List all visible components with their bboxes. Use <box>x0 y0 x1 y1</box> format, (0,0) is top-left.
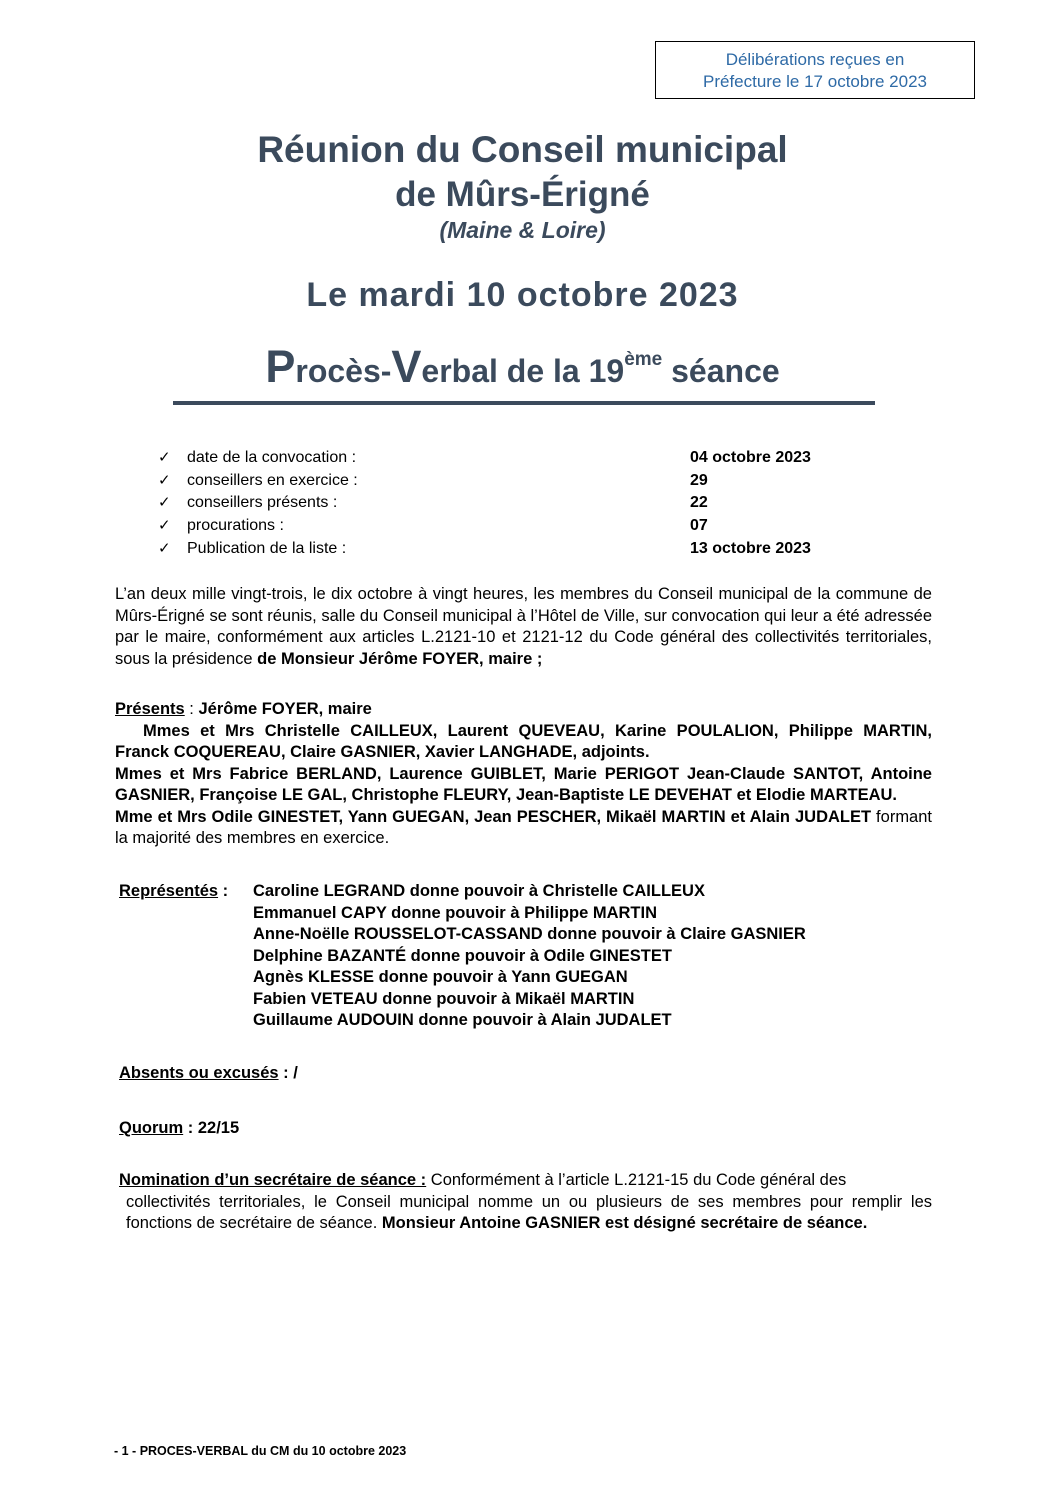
presents-maire: Jérôme FOYER, maire <box>198 700 372 718</box>
presents-heading <box>115 699 932 721</box>
quorum-line <box>119 1118 239 1140</box>
presents-section <box>115 699 932 850</box>
stat-value: 22 <box>690 494 708 512</box>
meeting-date: Le mardi 10 octobre 2023 <box>306 276 739 314</box>
pv-superscript: ème <box>624 349 663 370</box>
stat-label: conseillers présents : <box>187 494 338 512</box>
nomination-text-2: collectivités territoriales, le Conseil municipal nomme un ou plusieurs de ses membres pour remplir les fonctions de secrétaire de séance. <box>126 1192 932 1232</box>
list-item: Anne-Noëlle ROUSSELOT-CASSAND donne pouvoir à Claire GASNIER <box>253 925 806 943</box>
pv-text-1: rocès- <box>295 353 392 389</box>
nomination-label: Nomination d’un secrétaire de séance : <box>119 1171 427 1189</box>
pv-heading <box>0 338 1045 400</box>
nomination-text-1: Conformément à l’article L.2121-15 du Code général des <box>426 1171 847 1189</box>
stat-label: conseillers en exercice : <box>187 471 358 489</box>
presents-group3-tail: formant la majorité des membres en exercice. <box>115 807 932 847</box>
quorum-value: : 22/15 <box>183 1119 240 1137</box>
check-icon: ✓ <box>158 494 171 512</box>
pv-text-2: erbal de la 19 <box>421 353 625 389</box>
presents-label: Présents <box>115 700 185 718</box>
region-subtitle: (Maine & Loire) <box>439 217 606 243</box>
intro-text: L’an deux mille vingt-trois, le dix octobre à vingt heures, les membres du Conseil municipal de la commune de Mûrs-Érigné se sont réunis, salle du Conseil municipal à l’Hôtel de Ville, sur convocation qui leur a été adressée par le maire, conformément aux articles L.2121-10 et 2121-12 du Code général des collectivités territoriales, sous la présidence <box>115 585 932 668</box>
stat-value: 07 <box>690 517 708 535</box>
prefecture-stamp <box>655 41 975 99</box>
title-line-1: Réunion du Conseil municipal <box>257 129 788 170</box>
proxy-list <box>253 881 806 1032</box>
list-item: Guillaume AUDOUIN donne pouvoir à Alain JUDALET <box>253 1011 672 1029</box>
intro-paragraph <box>115 584 932 670</box>
absents-label: Absents ou excusés <box>119 1064 279 1082</box>
absents-line <box>119 1063 298 1085</box>
pv-text-3: séance <box>662 353 780 389</box>
stat-row <box>158 447 878 470</box>
page-footer: - 1 - PROCES-VERBAL du CM du 10 octobre 2023 <box>114 1444 407 1458</box>
stat-row <box>158 470 878 493</box>
check-icon: ✓ <box>158 517 171 535</box>
pv-initial-p: P <box>265 341 296 392</box>
presents-group3-names: Mme et Mrs Odile GINESTET, Yann GUEGAN, Jean PESCHER, Mikaël MARTIN et Alain JUDALET <box>115 807 872 826</box>
absents-value: : / <box>278 1064 298 1082</box>
list-item: Agnès KLESSE donne pouvoir à Yann GUEGAN <box>253 968 628 986</box>
intro-president: de Monsieur Jérôme FOYER, maire ; <box>257 649 543 668</box>
stamp-line-2: Préfecture le 17 octobre 2023 <box>703 72 927 91</box>
list-item: Caroline LEGRAND donne pouvoir à Christelle CAILLEUX <box>253 882 705 900</box>
nomination-secretary: Monsieur Antoine GASNIER est désigné secrétaire de séance. <box>381 1214 868 1232</box>
stat-value: 04 octobre 2023 <box>690 449 811 466</box>
representes-sep: : <box>218 882 229 900</box>
title-divider <box>173 401 875 405</box>
pv-initial-v: V <box>391 341 422 392</box>
check-icon: ✓ <box>158 471 171 489</box>
session-stats <box>158 447 878 560</box>
check-icon: ✓ <box>158 539 171 557</box>
nomination-paragraph <box>119 1170 932 1235</box>
list-item: Fabien VETEAU donne pouvoir à Mikaël MARTIN <box>253 989 635 1008</box>
representes-label: Représentés <box>119 882 219 900</box>
stat-row <box>158 492 878 515</box>
representes-heading <box>119 881 228 903</box>
nomination-rest <box>119 1192 932 1235</box>
stat-label: date de la convocation : <box>187 449 357 466</box>
presents-group3 <box>115 807 932 850</box>
title-line-2: de Mûrs-Érigné <box>395 175 650 214</box>
presents-sep: : <box>184 700 199 718</box>
stat-row <box>158 538 878 561</box>
stat-label: Publication de la liste : <box>187 539 347 557</box>
quorum-label: Quorum <box>119 1119 184 1137</box>
presents-adjoints: Mmes et Mrs Christelle CAILLEUX, Laurent QUEVEAU, Karine POULALION, Philippe MARTIN, Franck COQUEREAU, Claire GASNIER, Xavier LANGHADE, adjoints. <box>115 721 932 761</box>
check-icon: ✓ <box>158 449 171 466</box>
presents-conseillers: Mmes et Mrs Fabrice BERLAND, Laurence GUIBLET, Marie PERIGOT Jean-Claude SANTOT, Antoine GASNIER, Françoise LE GAL, Christophe FLEURY, Jean-Baptiste LE DEVEHAT et Elodie MARTEAU. <box>115 764 932 804</box>
stat-value: 13 octobre 2023 <box>690 539 811 557</box>
list-item: Delphine BAZANTÉ donne pouvoir à Odile GINESTET <box>253 946 672 965</box>
stamp-line-1: Délibérations reçues en <box>725 50 905 69</box>
list-item: Emmanuel CAPY donne pouvoir à Philippe MARTIN <box>253 903 657 922</box>
stat-value: 29 <box>690 471 708 489</box>
stat-label: procurations : <box>187 517 284 535</box>
stat-row <box>158 515 878 538</box>
